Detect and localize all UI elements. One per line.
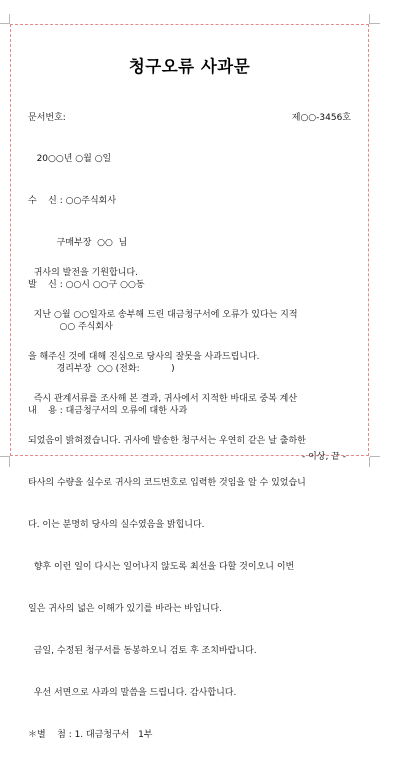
body-line: 되었음이 밝혀졌습니다. 귀사에 발송한 청구서는 우연히 같은 날 출하한: [28, 436, 306, 446]
body-line: 일은 귀사의 넓은 이해가 있기를 바라는 바입니다.: [28, 604, 222, 614]
body-line: 타사의 수량을 실수로 귀사의 코드번호로 입력한 것임을 알 수 있었습니: [28, 478, 306, 488]
body-line: 우선 서면으로 사과의 말씀을 드립니다. 감사합니다.: [28, 688, 237, 698]
attachment-line: ＊별 첨 : 1. 대금청구서 1부: [28, 730, 153, 740]
closing-mark: - 이상, 끝 -: [301, 452, 346, 462]
document-title: 청구오류 사과문: [128, 57, 251, 76]
recipient-line: 수 신 : ○○주식회사: [28, 196, 117, 206]
body-line: 금일, 수정된 청구서를 동봉하오니 검토 후 조치바랍니다.: [28, 646, 257, 656]
body-line: 즉시 관계서류를 조사해 본 결과, 귀사에서 지적한 바대로 중복 계산: [28, 394, 298, 404]
crop-mark: [369, 14, 370, 24]
document-page: [10, 24, 369, 740]
body-line: 향후 이런 일이 다시는 일어나지 않도록 최선을 다할 것이오니 이번: [28, 562, 295, 572]
reference-number: 제○○-3456호: [291, 113, 351, 123]
body-line: 다. 이는 분명히 당사의 실수였음을 밝힙니다.: [28, 520, 205, 530]
crop-mark: [369, 457, 370, 467]
body-block: [28, 238, 356, 770]
sender-company-line: ○○ 주식회사: [28, 322, 113, 332]
body-line: 지난 ○월 ○○일자로 송부해 드린 대금청구서에 오류가 있다는 지적: [28, 310, 298, 320]
crop-mark: [370, 23, 380, 24]
subject-line: 내 용 : 대금청구서의 오류에 대한 사과: [28, 406, 188, 416]
crop-mark: [9, 14, 10, 24]
recipient-person-line: 구매부장 ○○ 님: [28, 238, 128, 248]
date-line: 20○○년 ○월 ○일: [28, 154, 112, 164]
crop-mark: [9, 457, 10, 467]
doc-number-label: 문서번호:: [28, 113, 66, 123]
body-line: 귀사의 발전을 기원합니다.: [28, 268, 138, 278]
sender-person-line: 경리부장 ○○ (전화: ): [28, 364, 175, 374]
body-line: 을 해주신 것에 대해 진심으로 당사의 잘못을 사과드립니다.: [28, 352, 260, 362]
crop-mark: [370, 456, 380, 457]
sender-address-line: 발 신 : ○○시 ○○구 ○○동: [28, 280, 145, 290]
